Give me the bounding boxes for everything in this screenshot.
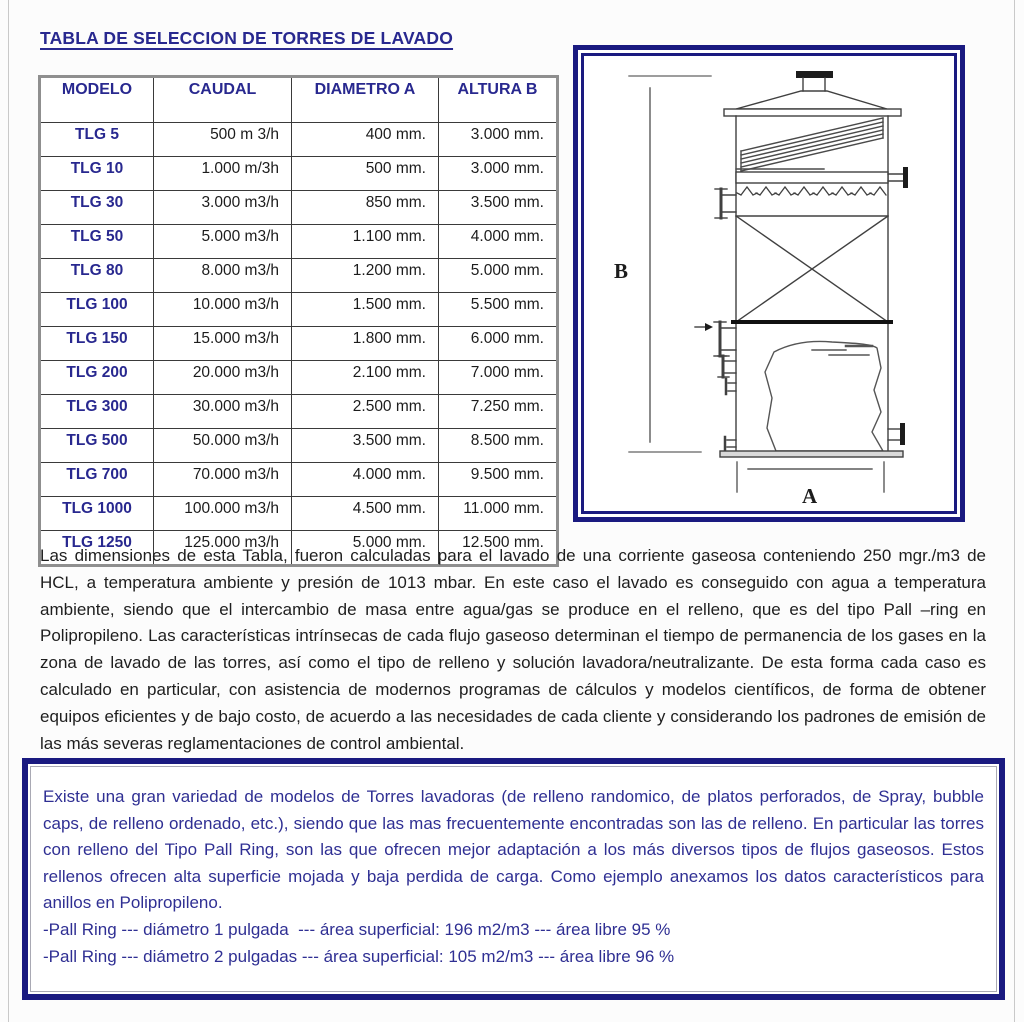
cell-diametro: 2.500 mm. xyxy=(292,395,439,429)
cell-altura: 4.000 mm. xyxy=(439,225,558,259)
cell-altura: 6.000 mm. xyxy=(439,327,558,361)
cell-altura: 3.000 mm. xyxy=(439,123,558,157)
table-row xyxy=(40,157,558,191)
pall-ring-spec-line-1: -Pall Ring --- diámetro 1 pulgada --- área superficial: 196 m2/m3 --- área libre 95 % xyxy=(43,919,671,939)
cell-diametro: 3.500 mm. xyxy=(292,429,439,463)
cell-diametro: 5.000 mm. xyxy=(292,531,439,566)
page-title: TABLA DE SELECCION DE TORRES DE LAVADO xyxy=(40,28,454,48)
cell-modelo: TLG 1000 xyxy=(40,497,154,531)
cell-altura: 3.000 mm. xyxy=(439,157,558,191)
cell-diametro: 1.500 mm. xyxy=(292,293,439,327)
table-row xyxy=(40,361,558,395)
gas-outlet-nozzle xyxy=(796,71,833,91)
cell-modelo: TLG 200 xyxy=(40,361,154,395)
table-row xyxy=(40,225,558,259)
cell-caudal: 3.000 m3/h xyxy=(154,191,292,225)
selection-table-body xyxy=(40,123,558,566)
gas-inlet-nozzle xyxy=(695,322,736,356)
tower-diagram-box xyxy=(573,45,965,522)
cell-caudal: 500 m 3/h xyxy=(154,123,292,157)
tower-diagram-frame xyxy=(581,53,957,514)
cell-altura: 5.000 mm. xyxy=(439,259,558,293)
info-box xyxy=(22,758,1005,1000)
cell-altura: 7.250 mm. xyxy=(439,395,558,429)
header-diametro: DIAMETRO A xyxy=(292,77,439,123)
cell-modelo: TLG 30 xyxy=(40,191,154,225)
table-row xyxy=(40,293,558,327)
cell-diametro: 2.100 mm. xyxy=(292,361,439,395)
cell-caudal: 1.000 m/3h xyxy=(154,157,292,191)
cell-diametro: 1.200 mm. xyxy=(292,259,439,293)
info-paragraph: Existe una gran variedad de modelos de Torres lavadoras (de relleno randomico, de platos perforados, de Spray, bubble caps, de relleno ordenado, etc.), siendo que las mas frecuentemente encontradas son las de relleno. En particular las torres con relleno del Tipo Pall Ring, son las que ofrecen mejor adaptación a los más diversos tipos de flujos gaseosos. Estos rellenos ofrecen alta superficie mojada y baja perdida de carga. Como ejemplo anexamos los datos característicos para anillos en Polipropileno. xyxy=(43,787,984,913)
table-row xyxy=(40,191,558,225)
cell-caudal: 10.000 m3/h xyxy=(154,293,292,327)
table-row xyxy=(40,259,558,293)
cell-modelo: TLG 100 xyxy=(40,293,154,327)
cell-altura: 7.000 mm. xyxy=(439,361,558,395)
cell-diametro: 500 mm. xyxy=(292,157,439,191)
header-altura: ALTURA B xyxy=(439,77,558,123)
selection-table xyxy=(38,75,559,567)
cell-modelo: TLG 500 xyxy=(40,429,154,463)
header-caudal: CAUDAL xyxy=(154,77,292,123)
cell-caudal: 100.000 m3/h xyxy=(154,497,292,531)
cell-caudal: 70.000 m3/h xyxy=(154,463,292,497)
cell-modelo: TLG 300 xyxy=(40,395,154,429)
table-row xyxy=(40,123,558,157)
table-row xyxy=(40,327,558,361)
sump-nozzles-left xyxy=(718,356,736,450)
dimension-b-label: B xyxy=(614,259,629,283)
cell-diametro: 4.500 mm. xyxy=(292,497,439,531)
cell-modelo: TLG 50 xyxy=(40,225,154,259)
cell-caudal: 125.000 m3/h xyxy=(154,531,292,566)
cell-modelo: TLG 5 xyxy=(40,123,154,157)
cell-caudal: 15.000 m3/h xyxy=(154,327,292,361)
spray-header xyxy=(736,167,908,188)
cell-altura: 12.500 mm. xyxy=(439,531,558,566)
table-row xyxy=(40,429,558,463)
liquid-inlet-nozzle xyxy=(715,189,736,218)
cell-diametro: 400 mm. xyxy=(292,123,439,157)
base-plate xyxy=(720,451,903,457)
spray-nozzles xyxy=(737,187,886,195)
cell-altura: 3.500 mm. xyxy=(439,191,558,225)
packing-bed xyxy=(733,216,891,322)
cell-diametro: 1.100 mm. xyxy=(292,225,439,259)
cell-modelo: TLG 1250 xyxy=(40,531,154,566)
cell-caudal: 20.000 m3/h xyxy=(154,361,292,395)
page-edge-line-right xyxy=(1014,0,1015,1022)
cell-modelo: TLG 150 xyxy=(40,327,154,361)
cell-caudal: 30.000 m3/h xyxy=(154,395,292,429)
cell-caudal: 5.000 m3/h xyxy=(154,225,292,259)
cell-caudal: 50.000 m3/h xyxy=(154,429,292,463)
info-box-frame xyxy=(30,766,997,992)
cell-modelo: TLG 700 xyxy=(40,463,154,497)
page-edge-line-left xyxy=(8,0,9,1022)
cell-altura: 9.500 mm. xyxy=(439,463,558,497)
cell-modelo: TLG 80 xyxy=(40,259,154,293)
pall-ring-spec-line-2: -Pall Ring --- diámetro 2 pulgadas --- área superficial: 105 m2/m3 --- área libre 96 % xyxy=(43,946,675,966)
tower-roof xyxy=(724,91,901,116)
cell-caudal: 8.000 m3/h xyxy=(154,259,292,293)
cell-altura: 5.500 mm. xyxy=(439,293,558,327)
cell-diametro: 1.800 mm. xyxy=(292,327,439,361)
cell-altura: 11.000 mm. xyxy=(439,497,558,531)
dimension-a-label: A xyxy=(802,484,818,508)
cell-diametro: 4.000 mm. xyxy=(292,463,439,497)
cell-diametro: 850 mm. xyxy=(292,191,439,225)
table-row xyxy=(40,463,558,497)
header-modelo: MODELO xyxy=(40,77,154,123)
drain-nozzle-right xyxy=(888,423,905,445)
sump-liquid xyxy=(765,341,883,451)
table-row xyxy=(40,497,558,531)
cell-altura: 8.500 mm. xyxy=(439,429,558,463)
dimension-b-lines xyxy=(629,76,711,452)
description-paragraph: Las dimensiones de esta Tabla, fueron calculadas para el lavado de una corriente gaseosa conteniendo 250 mgr./m3 de HCL, a temperatura ambiente y presión de 1013 mbar. En este caso el lavado es conseguido con agua a temperatura ambiente, siendo que el intercambio de masa entre agua/gas se produce en el relleno, que es del tipo Pall –ring en Polipropileno. Las características intrínsecas de cada flujo gaseoso determinan el tiempo de permanencia de los gases en la zona de lavado de las torres, así como el tipo de relleno y solución lavadora/neutralizante. De esta forma cada caso es calculado en particular, con asistencia de modernos programas de cálculos y modelos científicos, de forma de obtener equipos eficientes y de bajo costo, de acuerdo a las necesidades de cada cliente y considerando los padrones de emisión de las más severas reglamentaciones de control ambiental. xyxy=(40,546,986,753)
table-row xyxy=(40,395,558,429)
table-header-row xyxy=(40,77,558,123)
scrubber-tower-diagram xyxy=(584,56,954,511)
demister-slats xyxy=(736,118,883,171)
cell-modelo: TLG 10 xyxy=(40,157,154,191)
